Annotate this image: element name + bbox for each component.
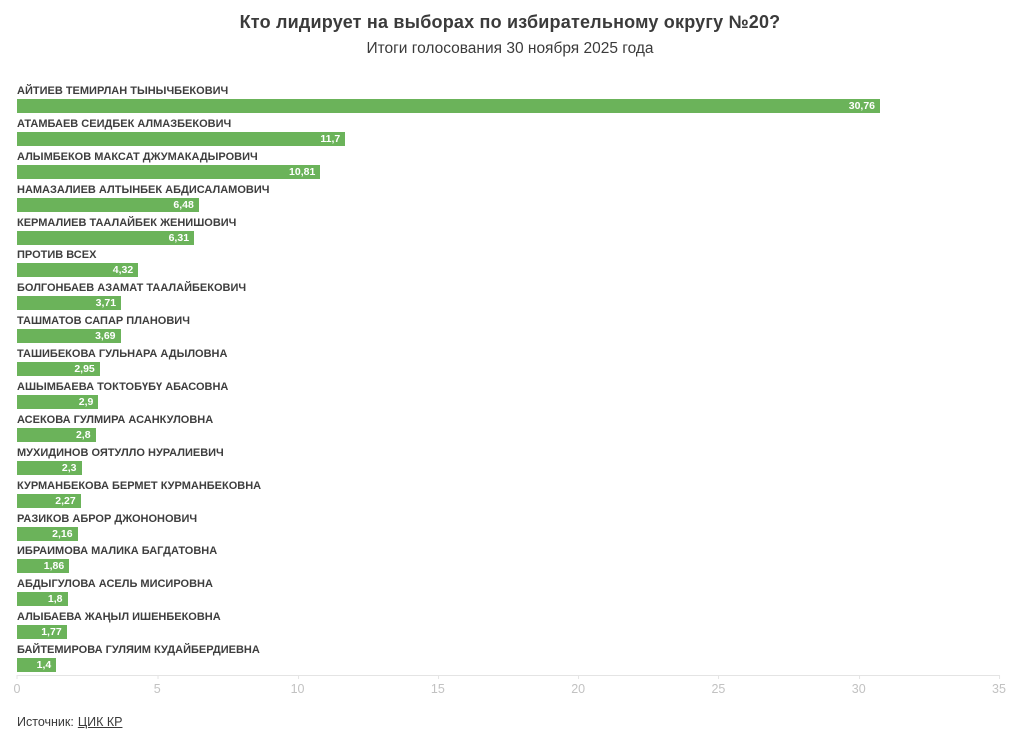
x-axis-tick-label: 20 [571, 682, 586, 696]
bar-row [17, 609, 999, 642]
bar-value-label: 1,77 [41, 626, 62, 639]
bar-value-label: 3,71 [95, 297, 117, 310]
bar-row [17, 379, 999, 412]
bar-value-label: 10,81 [289, 165, 316, 178]
bar-row [17, 83, 999, 116]
bar-row [17, 280, 999, 313]
result-bar[interactable] [17, 559, 69, 573]
candidate-name: АСЕКОВА ГУЛМИРА АСАНКУЛОВНА [17, 413, 214, 426]
x-axis-tick-label: 15 [430, 682, 445, 696]
bar-value-label: 6,31 [168, 231, 190, 244]
bar-row [17, 478, 999, 511]
candidate-name: АЛЫБАЕВА ЖАҢЫЛ ИШЕНБЕКОВНА [17, 611, 221, 624]
result-bar[interactable] [17, 494, 81, 508]
result-bar[interactable] [17, 263, 138, 277]
x-axis-ticks [13, 675, 1006, 699]
result-bar[interactable] [17, 395, 98, 409]
x-axis-tick-label: 10 [290, 682, 305, 696]
candidate-name: ПРОТИВ ВСЕХ [17, 249, 97, 262]
bar-row [17, 543, 999, 576]
bar-row [17, 412, 999, 445]
bar-value-label: 3,69 [95, 330, 116, 343]
result-bar[interactable] [17, 592, 68, 606]
bar-value-label: 1,4 [36, 659, 52, 672]
source-link[interactable]: ЦИК КР [77, 715, 123, 729]
candidate-name: АЙТИЕВ ТЕМИРЛАН ТЫНЫЧБЕКОВИЧ [17, 85, 229, 97]
bar-row [17, 642, 999, 675]
result-bar[interactable] [17, 99, 880, 113]
candidate-name: КУРМАНБЕКОВА БЕРМЕТ КУРМАНБЕКОВНА [17, 479, 262, 492]
bar-value-label: 2,3 [61, 461, 77, 474]
bar-value-label: 2,8 [75, 428, 91, 441]
result-bar[interactable] [17, 625, 67, 639]
x-axis-tick-label: 35 [992, 682, 1006, 696]
result-bar[interactable] [17, 329, 121, 343]
result-bar[interactable] [17, 132, 345, 146]
x-axis-tick-label: 5 [153, 682, 161, 696]
result-bar[interactable] [17, 198, 199, 212]
chart-subtitle: Итоги голосования 30 ноября 2025 года [366, 40, 654, 57]
bar-value-label: 1,86 [43, 560, 65, 573]
candidate-name: КЕРМАЛИЕВ ТААЛАЙБЕК ЖЕНИШОВИЧ [17, 216, 237, 229]
x-axis-tick-label: 0 [13, 682, 21, 696]
candidate-name: НАМАЗАЛИЕВ АЛТЫНБЕК АБДИСАЛАМОВИЧ [17, 183, 270, 196]
candidate-name: РАЗИКОВ АБРОР ДЖОНОНОВИЧ [17, 512, 198, 525]
x-axis-tick-label: 25 [711, 682, 726, 696]
bar-value-label: 4,32 [112, 264, 134, 277]
bar-rows [17, 83, 999, 675]
result-bar[interactable] [17, 461, 82, 475]
result-bar[interactable] [17, 658, 56, 672]
bar-value-label: 2,9 [78, 396, 94, 409]
bar-row [17, 576, 999, 609]
bar-value-label: 2,95 [74, 363, 95, 376]
candidate-name: МУХИДИНОВ ОЯТУЛЛО НУРАЛИЕВИЧ [17, 446, 224, 459]
bar-value-label: 6,48 [173, 198, 194, 211]
candidate-name: ТАШИБЕКОВА ГУЛЬНАРА АДЫЛОВНА [17, 348, 228, 361]
bar-row [17, 346, 999, 379]
bar-row [17, 313, 999, 346]
bar-value-label: 1,8 [47, 593, 63, 606]
bar-value-label: 2,27 [55, 494, 76, 507]
bar-value-label: 30,76 [848, 100, 876, 112]
x-axis-tick-label: 30 [851, 682, 866, 696]
candidate-name: АБДЫГУЛОВА АСЕЛЬ МИСИРОВНА [17, 578, 213, 591]
result-bar[interactable] [17, 296, 121, 310]
bar-value-label: 11,7 [320, 132, 341, 145]
bar-row [17, 247, 999, 280]
candidate-name: АТАМБАЕВ СЕИДБЕК АЛМАЗБЕКОВИЧ [17, 117, 232, 130]
source-line [17, 715, 122, 729]
result-bar[interactable] [17, 231, 194, 245]
bar-row [17, 182, 999, 215]
candidate-name: БОЛГОНБАЕВ АЗАМАТ ТААЛАЙБЕКОВИЧ [17, 282, 247, 295]
candidate-name: АЛЫМБЕКОВ МАКСАТ ДЖУМАКАДЫРОВИЧ [17, 150, 258, 163]
bar-row [17, 445, 999, 478]
bar-row [17, 511, 999, 544]
result-bar[interactable] [17, 527, 78, 541]
bar-row [17, 116, 999, 149]
bar-value-label: 2,16 [52, 527, 73, 540]
source-label: Источник: [17, 715, 74, 729]
result-bar[interactable] [17, 362, 100, 376]
candidate-name: ИБРАИМОВА МАЛИКА БАГДАТОВНА [17, 545, 218, 558]
bar-row [17, 149, 999, 182]
result-bar[interactable] [17, 428, 96, 442]
candidate-name: БАЙТЕМИРОВА ГУЛЯИМ КУДАЙБЕРДИЕВНА [17, 644, 260, 657]
bar-row [17, 215, 999, 248]
candidate-name: АШЫМБАЕВА ТОКТОБҮБҮ АБАСОВНА [17, 381, 229, 394]
result-bar[interactable] [17, 165, 320, 179]
candidate-name: ТАШМАТОВ САПАР ПЛАНОВИЧ [17, 315, 190, 328]
chart-title: Кто лидирует на выборах по избирательному округу №20? [239, 12, 781, 32]
